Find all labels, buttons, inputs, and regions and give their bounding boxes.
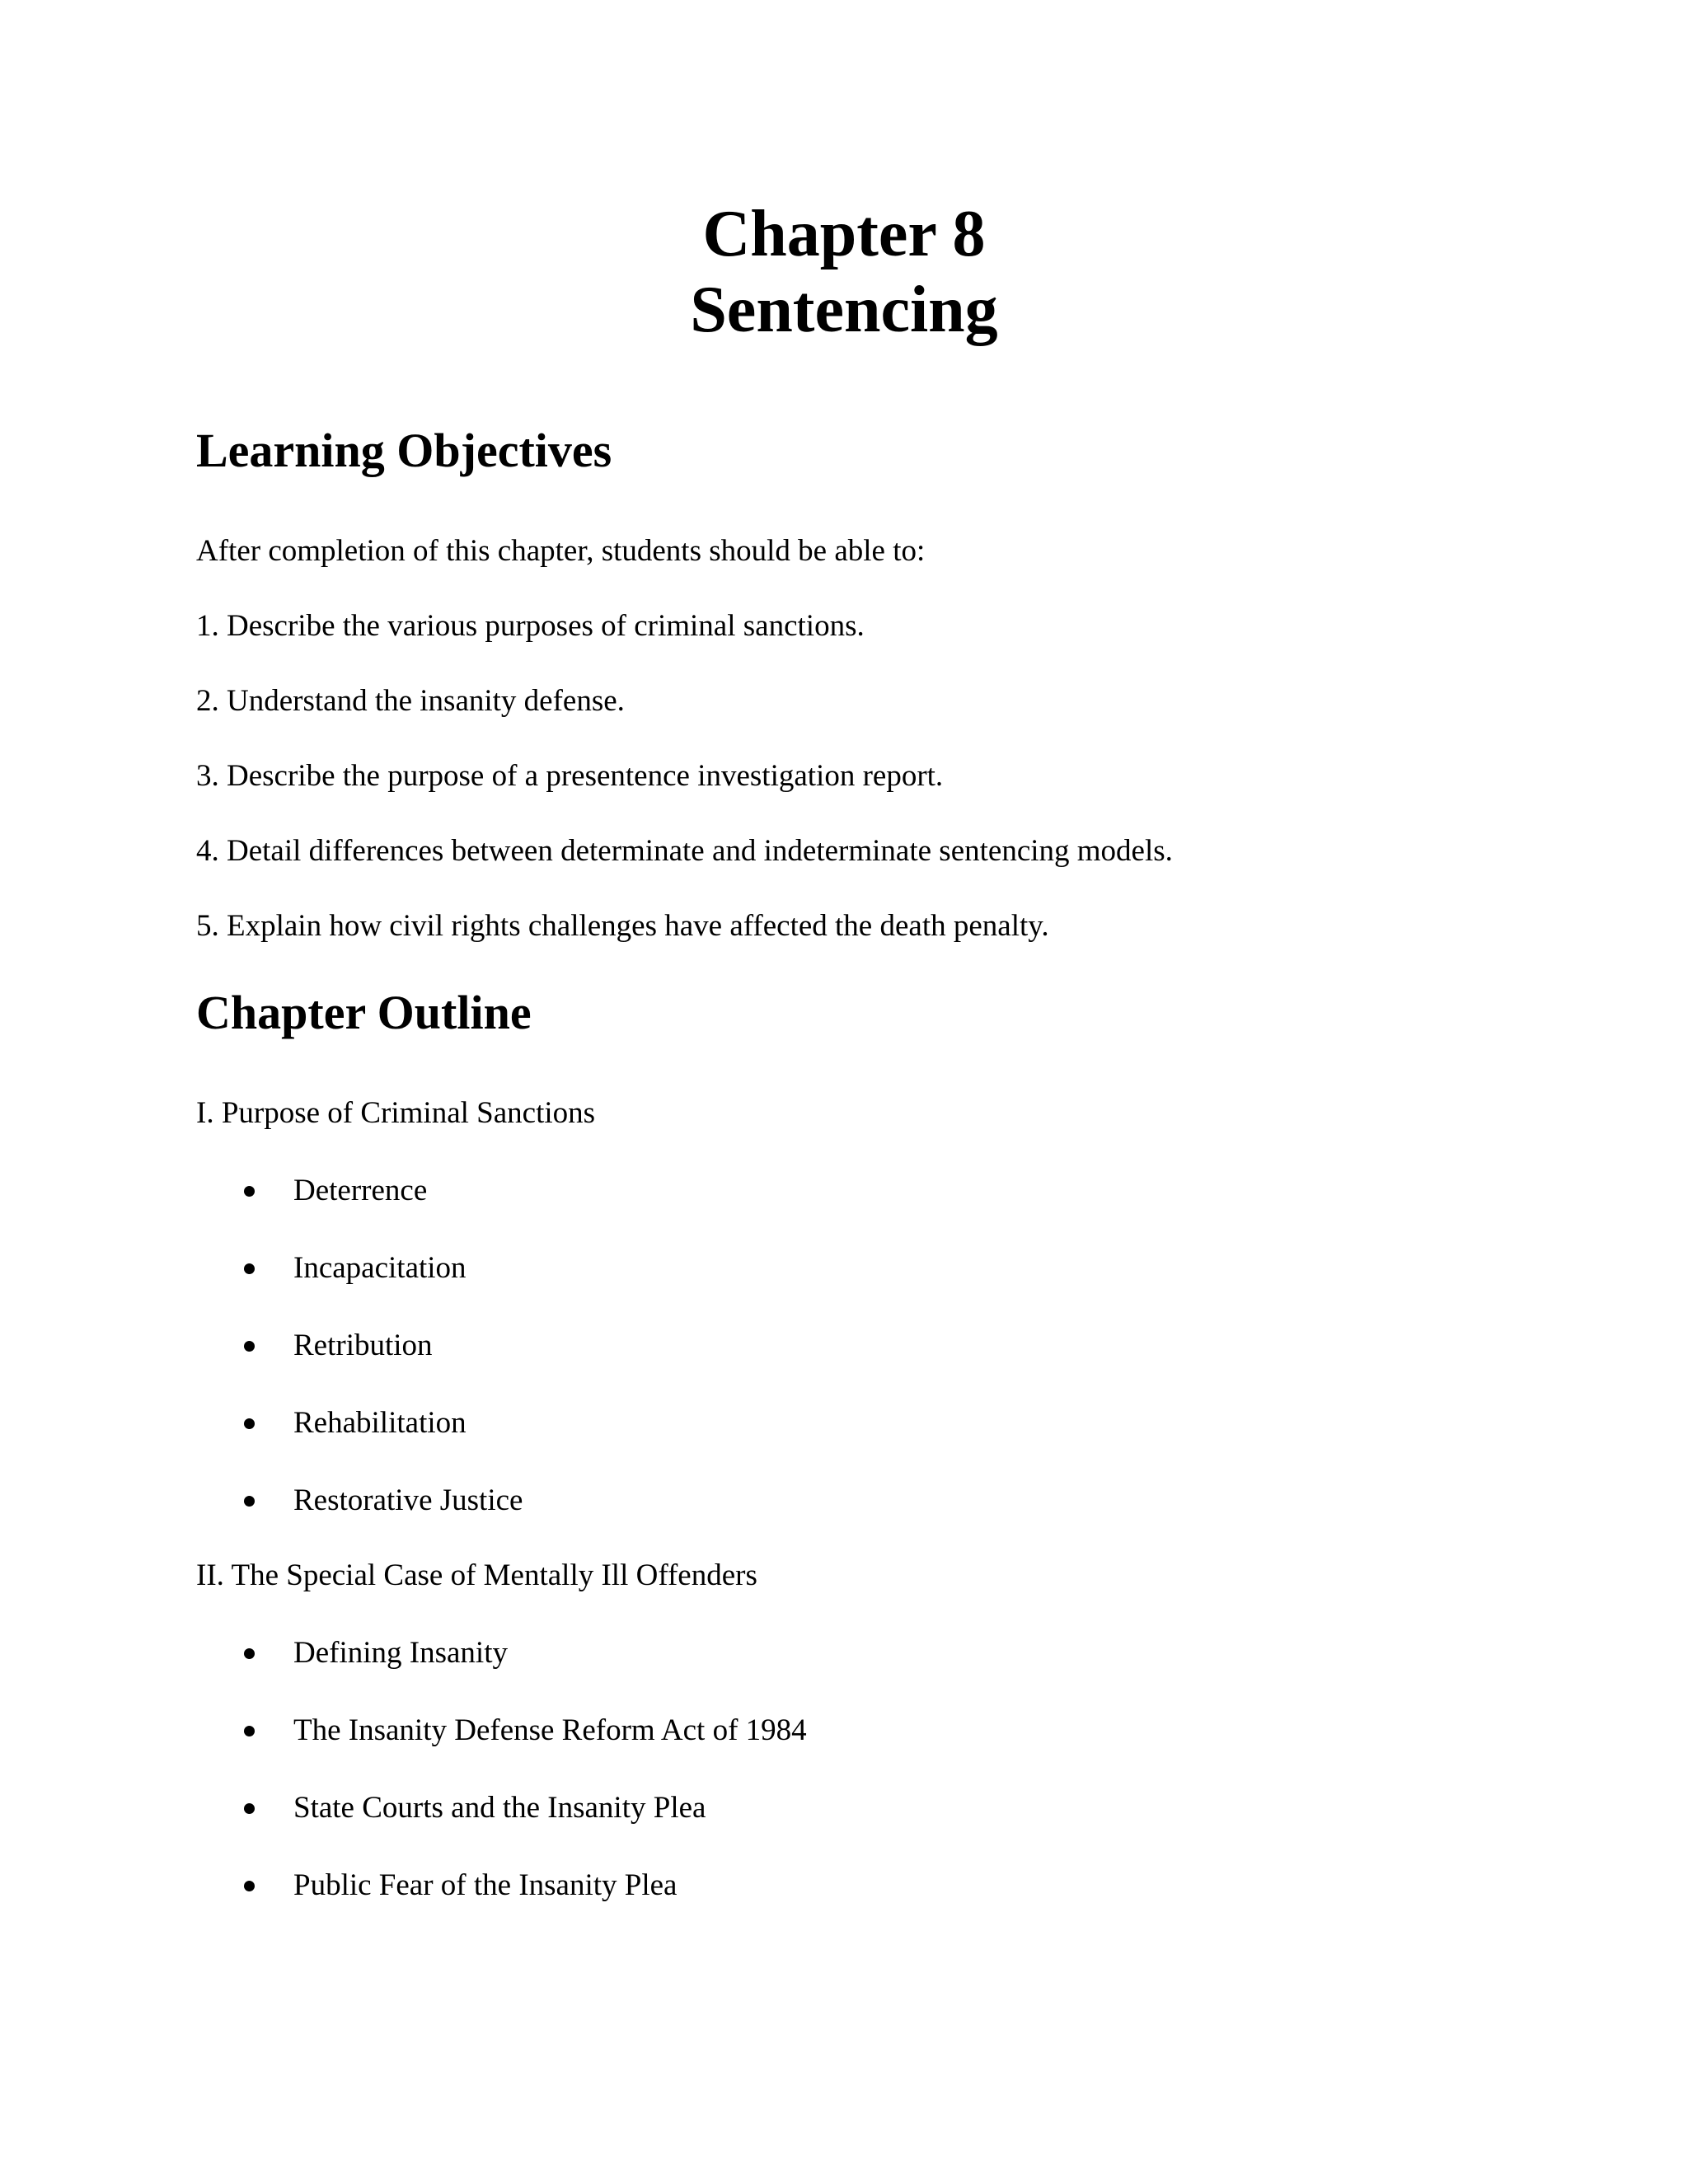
list-item-text: Defining Insanity [293,1636,508,1670]
chapter-title [0,196,1688,348]
objective-item: 4. Detail differences between determinate and indeterminate sentencing models. [196,834,1173,868]
list-item-text: State Courts and the Insanity Plea [293,1791,706,1825]
objective-item: 5. Explain how civil rights challenges have affected the death penalty. [196,909,1049,943]
list-item-text: Deterrence [293,1174,428,1207]
list-item-text: Public Fear of the Insanity Plea [293,1868,678,1902]
list-item-text: The Insanity Defense Reform Act of 1984 [293,1713,807,1747]
outline-section-title: II. The Special Case of Mentally Ill Offenders [196,1558,757,1592]
chapter-number: Chapter 8 [702,198,986,270]
list-item-text: Retribution [293,1329,433,1362]
learning-objectives-heading: Learning Objectives [196,424,612,477]
outline-section-title: I. Purpose of Criminal Sanctions [196,1096,596,1130]
chapter-name: Sentencing [690,274,998,346]
list-item-text: Rehabilitation [293,1406,467,1440]
objective-item: 1. Describe the various purposes of criminal sanctions. [196,609,865,643]
objectives-intro: After completion of this chapter, students should be able to: [196,534,926,568]
list-item-text: Incapacitation [293,1251,467,1285]
objective-item: 3. Describe the purpose of a presentence investigation report. [196,759,944,793]
objective-item: 2. Understand the insanity defense. [196,684,625,718]
chapter-outline-heading: Chapter Outline [196,986,532,1039]
list-item-text: Restorative Justice [293,1483,523,1517]
